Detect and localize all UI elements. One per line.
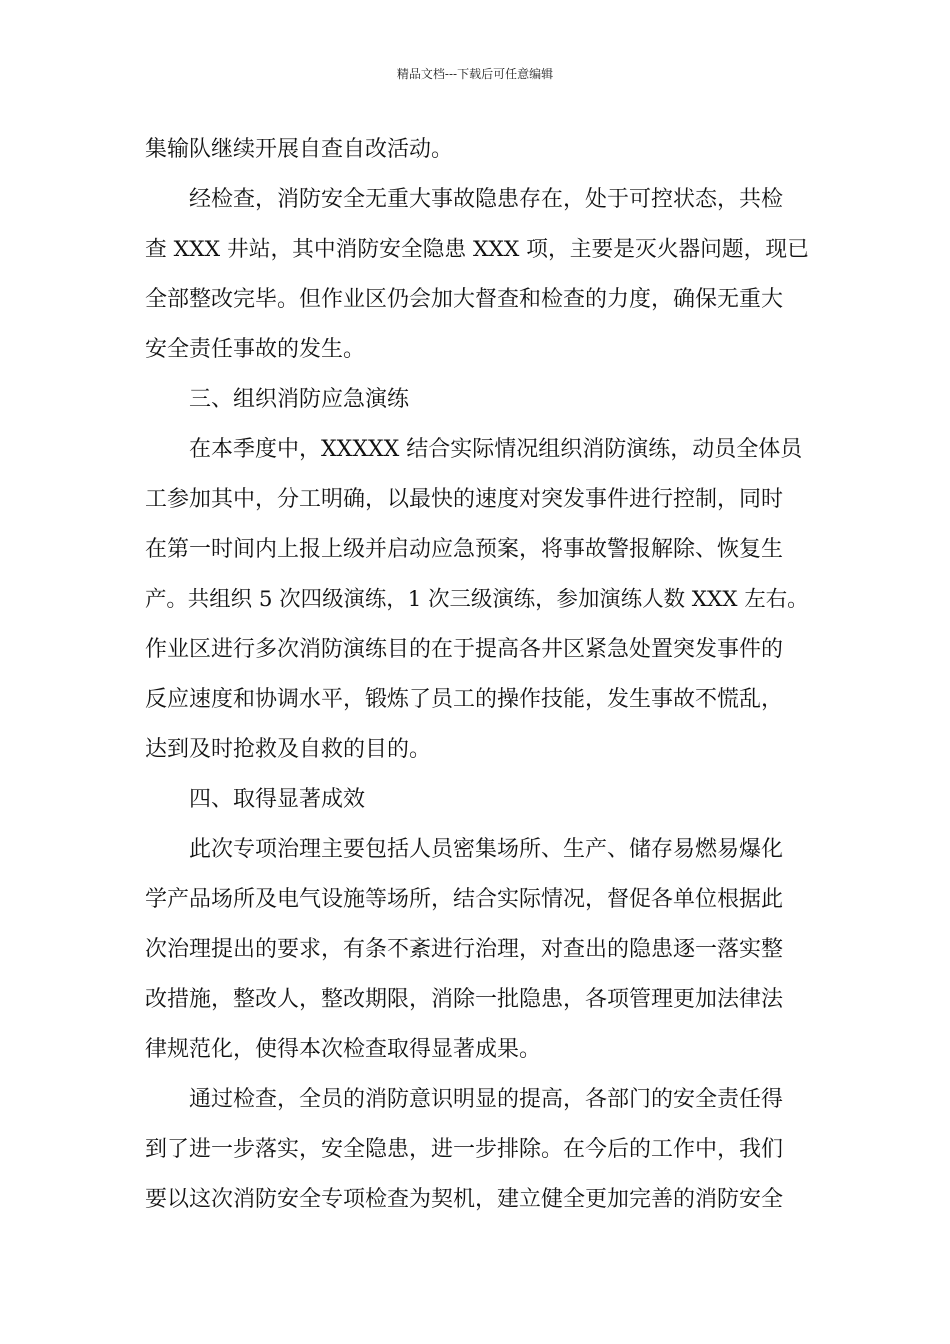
- text-line: 作业区进行多次消防演练目的在于提高各井区紧急处置突发事件的: [145, 637, 784, 662]
- text-line: 在本季度中，XXXXX 结合实际情况组织消防演练，动员全体员: [189, 437, 803, 462]
- text-line: 安全责任事故的发生。: [145, 337, 366, 362]
- text-line: 全部整改完毕。但作业区仍会加大督查和检查的力度，确保无重大: [145, 287, 784, 312]
- text-line: 反应速度和协调水平，锻炼了员工的操作技能，发生事故不慌乱，: [145, 687, 784, 712]
- document-body: [145, 125, 809, 1225]
- text-line: 查 XXX 井站，其中消防安全隐患 XXX 项，主要是灭火器问题，现已: [145, 237, 809, 262]
- text-line: 四、取得显著成效: [189, 787, 366, 812]
- text-line: 工参加其中，分工明确，以最快的速度对突发事件进行控制，同时: [145, 487, 784, 512]
- page-header: 精品文档---下载后可任意编辑: [396, 67, 554, 81]
- text-line: 要以这次消防安全专项检查为契机，建立健全更加完善的消防安全: [145, 1187, 784, 1212]
- text-line: 通过检查，全员的消防意识明显的提高，各部门的安全责任得: [189, 1087, 784, 1112]
- text-line: 经检查，消防安全无重大事故隐患存在，处于可控状态，共检: [189, 187, 784, 212]
- text-line: 集输队继续开展自查自改活动。: [145, 137, 454, 162]
- text-line: 律规范化，使得本次检查取得显著成果。: [145, 1037, 542, 1062]
- text-line: 此次专项治理主要包括人员密集场所、生产、储存易燃易爆化: [189, 837, 784, 862]
- text-line: 学产品场所及电气设施等场所，结合实际情况，督促各单位根据此: [145, 887, 784, 912]
- text-line: 产。共组织 5 次四级演练，1 次三级演练，参加演练人数 XXX 左右。: [145, 587, 809, 612]
- text-line: 在第一时间内上报上级并启动应急预案，将事故警报解除、恢复生: [145, 537, 784, 562]
- text-line: 改措施，整改人，整改期限，消除一批隐患，各项管理更加法律法: [145, 987, 784, 1012]
- text-line: 三、组织消防应急演练: [189, 387, 410, 412]
- text-line: 次治理提出的要求，有条不紊进行治理，对查出的隐患逐一落实整: [145, 937, 784, 962]
- text-line: 到了进一步落实，安全隐患，进一步排除。在今后的工作中，我们: [145, 1137, 784, 1162]
- text-line: 达到及时抢救及自救的目的。: [145, 737, 432, 762]
